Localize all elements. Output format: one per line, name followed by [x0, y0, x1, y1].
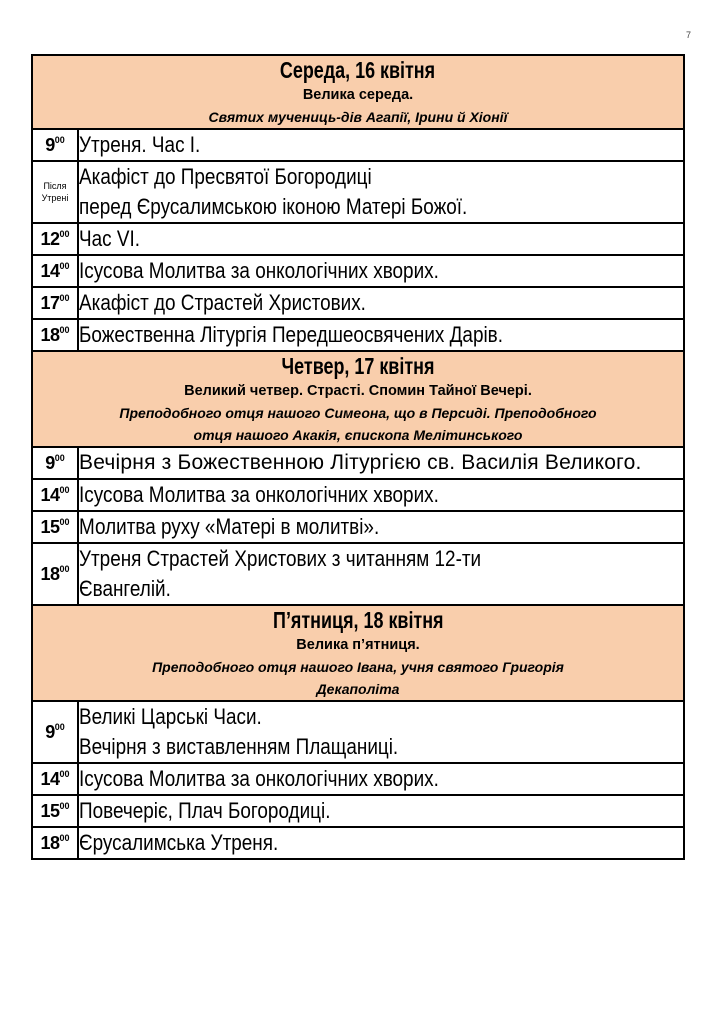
- event-text: Ісусова Молитва за онкологічних хворих.: [79, 258, 439, 283]
- time-cell: [32, 827, 78, 859]
- time-minutes: 00: [59, 563, 70, 574]
- event-text: Євангелій.: [79, 576, 171, 601]
- time-minutes: 00: [59, 228, 70, 239]
- day-header-row: [32, 55, 684, 129]
- event-text: Утреня Страстей Христових з читанням 12-ти: [79, 546, 482, 571]
- day-title: Четвер, 17 квітня: [281, 353, 435, 379]
- time-cell: [32, 479, 78, 511]
- event-cell: [78, 479, 684, 511]
- schedule-row: [32, 447, 684, 479]
- event-text: перед Єрусалимською іконою Матері Божої.: [79, 194, 468, 219]
- time-cell: [32, 795, 78, 827]
- time-hour: 9: [45, 134, 55, 155]
- event-cell: [78, 255, 684, 287]
- schedule-row: [32, 511, 684, 543]
- event-text: Акафіст до Пресвятої Богородиці: [79, 164, 372, 189]
- time-minutes: 00: [59, 260, 70, 271]
- day-header: [32, 351, 684, 447]
- event-text: Акафіст до Страстей Христових.: [79, 290, 366, 315]
- day-title: П’ятниця, 18 квітня: [272, 607, 444, 633]
- schedule-row: [32, 543, 684, 605]
- schedule-row: [32, 701, 684, 763]
- day-header: [32, 55, 684, 129]
- schedule-row: [32, 795, 684, 827]
- day-saints: Преподобного отця нашого Івана, учня святого Григорія: [152, 659, 564, 675]
- time-hour: 14: [40, 484, 60, 505]
- event-text: Ісусова Молитва за онкологічних хворих.: [79, 482, 439, 507]
- event-cell: [78, 223, 684, 255]
- time-hour: 14: [40, 768, 60, 789]
- event-text: Великі Царські Часи.: [79, 704, 262, 729]
- time-minutes: 00: [54, 134, 65, 145]
- time-hour: 15: [40, 516, 60, 537]
- event-cell: [78, 543, 684, 605]
- time-minutes: 00: [59, 292, 70, 303]
- day-saints: Святих мучениць-дів Агапії, Ірини й Хіонії: [208, 109, 508, 125]
- schedule-row: [32, 223, 684, 255]
- schedule-table: [31, 54, 685, 860]
- day-title: Середа, 16 квітня: [280, 57, 436, 83]
- time-cell: [32, 129, 78, 161]
- time-minutes: 00: [59, 832, 70, 843]
- time-cell: [32, 223, 78, 255]
- event-text: Ісусова Молитва за онкологічних хворих.: [79, 766, 439, 791]
- time-hour: 9: [45, 721, 55, 742]
- time-hour: 15: [40, 800, 60, 821]
- time-minutes: 00: [54, 721, 65, 732]
- schedule-row: [32, 255, 684, 287]
- time-cell: [32, 763, 78, 795]
- event-cell: [78, 319, 684, 351]
- time-hour: 9: [45, 452, 55, 473]
- time-hour: 17: [40, 292, 60, 313]
- event-cell: [78, 701, 684, 763]
- time-cell: [32, 319, 78, 351]
- time-minutes: 00: [59, 768, 70, 779]
- event-text: Повечеріє, Плач Богородиці.: [79, 798, 331, 823]
- day-header-row: [32, 351, 684, 447]
- time-cell: [32, 287, 78, 319]
- event-cell: [78, 827, 684, 859]
- event-text: Вечірня з виставленням Плащаниці.: [79, 734, 399, 759]
- event-text: Божественна Літургія Передшеосвячених Дарів.: [79, 322, 503, 347]
- day-header: [32, 605, 684, 701]
- day-saints: Преподобного отця нашого Симеона, що в Персиді. Преподобного: [119, 405, 597, 421]
- time-minutes: 00: [59, 484, 70, 495]
- event-cell: [78, 287, 684, 319]
- time-minutes: 00: [59, 324, 70, 335]
- time-cell: [32, 543, 78, 605]
- time-hour: 18: [40, 563, 60, 584]
- event-text: Утреня. Час І.: [79, 132, 201, 157]
- time-minutes: 00: [59, 800, 70, 811]
- time-hour: 18: [40, 832, 60, 853]
- event-cell: [78, 161, 684, 223]
- day-saints: Декаполіта: [316, 681, 400, 697]
- day-subtitle: Великий четвер. Страсті. Спомин Тайної Вечері.: [184, 383, 532, 399]
- event-text: Час VI.: [79, 226, 140, 251]
- time-cell: [32, 255, 78, 287]
- day-subtitle: Велика п’ятниця.: [296, 637, 420, 653]
- day-subtitle: Велика середа.: [302, 87, 414, 103]
- time-cell: [32, 447, 78, 479]
- time-hour: 12: [40, 228, 60, 249]
- schedule-row: [32, 479, 684, 511]
- time-hour: 18: [40, 324, 60, 345]
- time-cell: Після Утрені: [32, 161, 78, 223]
- page-number: 7: [686, 30, 692, 40]
- time-cell: [32, 511, 78, 543]
- event-cell: [78, 447, 684, 479]
- event-text: Молитва руху «Матері в молитві».: [79, 514, 380, 539]
- schedule-row: [32, 161, 684, 223]
- schedule-row: [32, 287, 684, 319]
- schedule-row: [32, 827, 684, 859]
- schedule-row: [32, 319, 684, 351]
- event-text: Вечірня з Божественною Літургією св. Василія Великого.: [79, 451, 642, 474]
- time-minutes: 00: [54, 452, 65, 463]
- event-cell: [78, 763, 684, 795]
- schedule-row: [32, 763, 684, 795]
- schedule-row: [32, 129, 684, 161]
- time-cell: [32, 701, 78, 763]
- event-cell: [78, 511, 684, 543]
- event-cell: [78, 795, 684, 827]
- day-saints: отця нашого Акакія, єпископа Мелітинського: [193, 427, 523, 443]
- time-hour: 14: [40, 260, 60, 281]
- event-cell: [78, 129, 684, 161]
- event-text: Єрусалимська Утреня.: [79, 830, 279, 855]
- day-header-row: [32, 605, 684, 701]
- time-minutes: 00: [59, 516, 70, 527]
